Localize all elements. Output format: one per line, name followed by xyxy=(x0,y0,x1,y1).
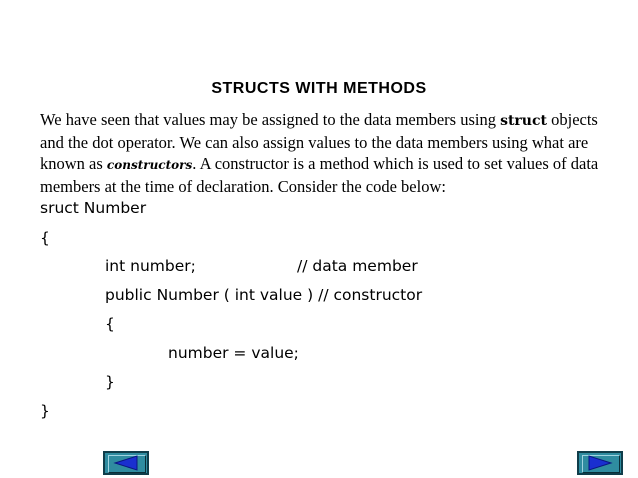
next-slide-button[interactable] xyxy=(577,451,623,475)
code-line: int number; xyxy=(105,257,196,275)
right-arrow-icon xyxy=(579,453,621,473)
previous-slide-button[interactable] xyxy=(103,451,149,475)
code-comment: // data member xyxy=(297,257,418,275)
code-line: } xyxy=(105,373,115,391)
intro-paragraph xyxy=(40,109,600,197)
paragraph-text-2: objects and the dot operator. We can also assign values to the data members using what are known as xyxy=(40,110,598,173)
left-arrow-icon xyxy=(105,453,147,473)
code-line: number = value; xyxy=(168,344,299,362)
paragraph-text-3: . A constructor is a method which is used to set values of data members at the time of declaration. Consider the code below: xyxy=(40,154,599,196)
code-line: { xyxy=(105,315,115,333)
code-line: { xyxy=(40,229,50,247)
code-line: sruct Number xyxy=(40,199,147,217)
keyword-struct: struct xyxy=(500,113,547,129)
paragraph-text-1: We have seen that values may be assigned to the data members using xyxy=(40,110,501,129)
keyword-constructors: constructors xyxy=(106,158,193,172)
slide-title: STRUCTS WITH METHODS xyxy=(211,80,427,97)
code-line: public Number ( int value ) // constructor xyxy=(105,286,423,304)
code-line: } xyxy=(40,402,50,420)
